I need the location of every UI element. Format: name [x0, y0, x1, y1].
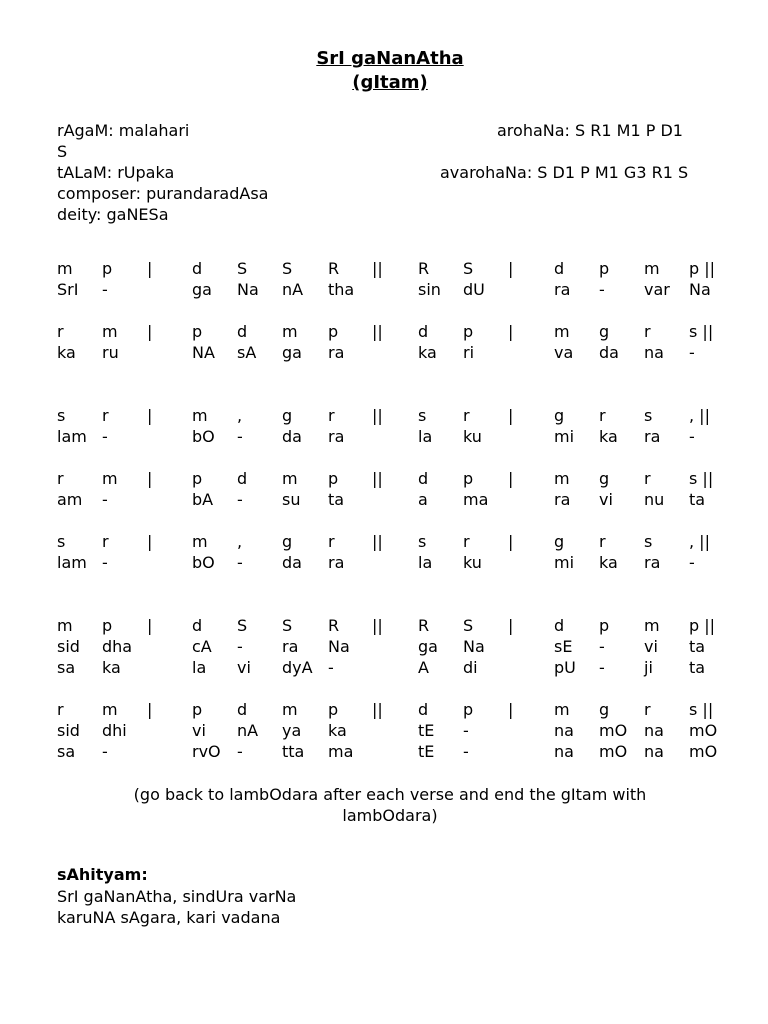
sahityam-line-2: karuNA sAgara, kari vadana [57, 908, 281, 927]
notation-cell: d [237, 700, 248, 719]
notation-cell: ji [644, 658, 653, 677]
notation-cell: NA [192, 343, 215, 362]
notation-cell: SrI [57, 280, 79, 299]
notation-cell: Na [689, 280, 711, 299]
notation-cell: m [57, 616, 73, 635]
notation-cell: da [282, 427, 302, 446]
notation-cell: bA [192, 490, 214, 509]
notation-cell: Na [237, 280, 259, 299]
notation-cell: | [147, 322, 153, 341]
notation-cell: Na [463, 637, 485, 656]
notation-cell: - [599, 658, 605, 677]
notation-cell: r [57, 469, 64, 488]
notation-cell: vi [237, 658, 251, 677]
notation-cell: S [463, 616, 474, 635]
notation-cell: S [282, 616, 293, 635]
notation-cell: ka [599, 553, 618, 572]
instruction-line-2: lambOdara) [342, 806, 438, 825]
notation-cell: d [418, 469, 429, 488]
notation-cell: ta [689, 658, 706, 677]
notation-cell: la [192, 658, 207, 677]
notation-cell: - [599, 280, 605, 299]
notation-cell: s [644, 532, 653, 551]
notation-cell: R [328, 616, 340, 635]
notation-cell: lam [57, 553, 87, 572]
notation-cell: pU [554, 658, 576, 677]
ragam-label: rAgaM: malahari [57, 121, 190, 140]
notation-cell: mO [689, 742, 718, 761]
notation-cell: d [418, 700, 429, 719]
notation-cell: mO [689, 721, 718, 740]
notation-cell: ta [328, 490, 345, 509]
notation-cell: sid [57, 637, 80, 656]
notation-cell: am [57, 490, 83, 509]
notation-cell: p [192, 700, 203, 719]
notation-cell: na [554, 721, 574, 740]
notation-cell: p [102, 616, 113, 635]
notation-cell: - [689, 343, 695, 362]
notation-cell: | [147, 700, 153, 719]
arohana-label: arohaNa: S R1 M1 P D1 [497, 121, 683, 140]
notation-cell: tE [418, 721, 435, 740]
notation-cell: sE [554, 637, 573, 656]
notation-cell: r [57, 322, 64, 341]
notation-cell: bO [192, 553, 215, 572]
notation-cell: | [147, 406, 153, 425]
notation-cell: p [328, 469, 339, 488]
notation-cell: ta [689, 637, 706, 656]
notation-cell: - [599, 637, 605, 656]
notation-cell: - [328, 658, 334, 677]
avarohana-label: avarohaNa: S D1 P M1 G3 R1 S [440, 163, 689, 182]
notation-cell: m [554, 700, 570, 719]
notation-cell: sa [57, 742, 76, 761]
notation-cell: tE [418, 742, 435, 761]
notation-cell: p [102, 259, 113, 278]
notation-cell: m [282, 322, 298, 341]
sahityam-heading: sAhityam: [57, 865, 148, 884]
notation-cell: p [599, 259, 610, 278]
notation-cell: s [57, 406, 66, 425]
notation-cell: | [508, 469, 514, 488]
notation-cell: r [57, 700, 64, 719]
notation-cell: d [237, 469, 248, 488]
deity-label: deity: gaNESa [57, 205, 169, 224]
notation-cell: | [147, 469, 153, 488]
notation-cell: na [644, 343, 664, 362]
notation-cell: ga [282, 343, 302, 362]
notation-cell: r [102, 532, 109, 551]
notation-cell: s [57, 532, 66, 551]
notation-cell: g [282, 406, 293, 425]
notation-cell: ku [463, 553, 482, 572]
notation-cell: dhi [102, 721, 127, 740]
notation-cell: m [102, 469, 118, 488]
notation-cell: ka [102, 658, 121, 677]
page-title: SrI gaNanAtha [316, 48, 464, 69]
notation-cell: va [554, 343, 574, 362]
notation-cell: m [554, 469, 570, 488]
notation-cell: || [372, 616, 383, 635]
notation-cell: g [599, 700, 610, 719]
notation-cell: di [463, 658, 478, 677]
notation-cell: | [508, 322, 514, 341]
notation-cell: ra [554, 280, 571, 299]
notation-cell: | [147, 259, 153, 278]
notation-cell: r [599, 406, 606, 425]
notation-cell: m [282, 700, 298, 719]
notation-cell: sA [237, 343, 257, 362]
notation-cell: ra [644, 553, 661, 572]
notation-cell: s || [689, 700, 714, 719]
notation-cell: - [102, 490, 108, 509]
notation-cell: r [463, 406, 470, 425]
notation-cell: - [102, 742, 108, 761]
notation-cell: | [147, 616, 153, 635]
notation-cell: s [418, 406, 427, 425]
notation-cell: ra [554, 490, 571, 509]
instruction-note [100, 784, 680, 826]
notation-cell: dU [463, 280, 485, 299]
notation-cell: mO [599, 721, 628, 740]
notation-cell: , || [689, 406, 710, 425]
notation-cell: vi [192, 721, 206, 740]
notation-cell: S [237, 616, 248, 635]
notation-cell: r [328, 406, 335, 425]
notation-cell: m [192, 406, 208, 425]
notation-cell: la [418, 427, 433, 446]
notation-cell: ra [282, 637, 299, 656]
notation-cell: - [689, 553, 695, 572]
notation-cell: dha [102, 637, 133, 656]
notation-cell: ru [102, 343, 119, 362]
notation-cell: - [237, 742, 243, 761]
page-subtitle: (gItam) [352, 72, 428, 93]
notation-cell: ga [192, 280, 212, 299]
notation-cell: su [282, 490, 301, 509]
notation-cell: p [192, 322, 203, 341]
notation-cell: lam [57, 427, 87, 446]
notation-cell: p [328, 322, 339, 341]
notation-cell: cA [192, 637, 212, 656]
notation-cell: a [418, 490, 428, 509]
notation-cell: g [599, 322, 610, 341]
notation-cell: d [554, 616, 565, 635]
notation-cell: ka [57, 343, 76, 362]
notation-cell: na [644, 742, 664, 761]
notation-cell: rvO [192, 742, 221, 761]
sahityam-line-1: SrI gaNanAtha, sindUra varNa [57, 887, 297, 906]
notation-cell: | [508, 532, 514, 551]
notation-cell: || [372, 700, 383, 719]
notation-cell: sin [418, 280, 441, 299]
notation-cell: ka [328, 721, 347, 740]
notation-cell: p || [689, 259, 716, 278]
notation-cell: - [102, 280, 108, 299]
notation-cell: ta [689, 490, 706, 509]
notation-cell: ku [463, 427, 482, 446]
notation-cell: || [372, 322, 383, 341]
notation-cell: ri [463, 343, 475, 362]
notation-cell: var [644, 280, 670, 299]
notation-cell: tha [328, 280, 355, 299]
notation-cell: ya [282, 721, 302, 740]
notation-cell: m [554, 322, 570, 341]
notation-cell: r [102, 406, 109, 425]
notation-cell: ra [644, 427, 661, 446]
notation-cell: - [237, 553, 243, 572]
notation-cell: m [57, 259, 73, 278]
notation-cell: g [599, 469, 610, 488]
notation-cell: ra [328, 343, 345, 362]
notation-cell: || [372, 406, 383, 425]
notation-cell: g [554, 532, 565, 551]
notation-cell: ra [328, 553, 345, 572]
notation-cell: p [192, 469, 203, 488]
notation-cell: - [463, 742, 469, 761]
notation-cell: d [237, 322, 248, 341]
notation-cell: da [599, 343, 619, 362]
notation-cell: sid [57, 721, 80, 740]
notation-cell: ma [328, 742, 354, 761]
notation-cell: - [689, 427, 695, 446]
notation-cell: || [372, 532, 383, 551]
notation-cell: S [282, 259, 293, 278]
notation-cell: Na [328, 637, 350, 656]
notation-cell: R [418, 616, 430, 635]
notation-cell: | [508, 616, 514, 635]
notation-cell: p [599, 616, 610, 635]
instruction-line-1: (go back to lambOdara after each verse and end the gItam with [133, 785, 647, 804]
notation-cell: m [644, 616, 660, 635]
notation-cell: m [102, 322, 118, 341]
notation-cell: vi [599, 490, 613, 509]
notation-cell: bO [192, 427, 215, 446]
notation-cell: na [644, 721, 664, 740]
notation-cell: , [237, 406, 243, 425]
notation-cell: d [554, 259, 565, 278]
notation-cell: | [508, 700, 514, 719]
notation-cell: || [372, 259, 383, 278]
notation-cell: R [328, 259, 340, 278]
talam-label: tALaM: rUpaka [57, 163, 175, 182]
notation-cell: mi [554, 427, 575, 446]
notation-cell: - [237, 427, 243, 446]
notation-cell: s || [689, 322, 714, 341]
notation-cell: - [463, 721, 469, 740]
notation-cell: p [463, 700, 474, 719]
notation-cell: | [147, 532, 153, 551]
notation-cell: dyA [282, 658, 313, 677]
notation-cell: S [463, 259, 474, 278]
notation-cell: p [463, 469, 474, 488]
notation-cell: d [192, 259, 203, 278]
notation-cell: - [102, 427, 108, 446]
notation-cell: s || [689, 469, 714, 488]
notation-cell: m [102, 700, 118, 719]
notation-cell: | [508, 259, 514, 278]
notation-cell: ga [418, 637, 438, 656]
notation-cell: s [418, 532, 427, 551]
notation-cell: g [554, 406, 565, 425]
composer-label: composer: purandaradAsa [57, 184, 269, 203]
notation-cell: na [554, 742, 574, 761]
arohana-wrap: S [57, 142, 68, 161]
notation-cell: r [644, 322, 651, 341]
notation-cell: ra [328, 427, 345, 446]
notation-cell: r [599, 532, 606, 551]
notation-cell: r [463, 532, 470, 551]
notation-cell: nu [644, 490, 665, 509]
notation-cell: ka [599, 427, 618, 446]
notation-cell: S [237, 259, 248, 278]
notation-cell: , || [689, 532, 710, 551]
notation-cell: p || [689, 616, 716, 635]
notation-cell: g [282, 532, 293, 551]
notation-cell: d [418, 322, 429, 341]
notation-cell: R [418, 259, 430, 278]
notation-cell: - [102, 553, 108, 572]
notation-cell: vi [644, 637, 658, 656]
notation-cell: || [372, 469, 383, 488]
notation-cell: mO [599, 742, 628, 761]
notation-cell: mi [554, 553, 575, 572]
notation-cell: nA [237, 721, 259, 740]
notation-cell: p [463, 322, 474, 341]
notation-cell: sa [57, 658, 76, 677]
notation-cell: p [328, 700, 339, 719]
notation-cell: m [282, 469, 298, 488]
notation-cell: , [237, 532, 243, 551]
notation-cell: ma [463, 490, 489, 509]
notation-cell: tta [282, 742, 305, 761]
notation-cell: A [418, 658, 429, 677]
notation-cell: la [418, 553, 433, 572]
notation-cell: nA [282, 280, 304, 299]
notation-cell: ka [418, 343, 437, 362]
notation-cell: d [192, 616, 203, 635]
notation-cell: - [237, 637, 243, 656]
notation-cell: da [282, 553, 302, 572]
notation-cell: m [192, 532, 208, 551]
notation-cell: r [644, 700, 651, 719]
notation-cell: | [508, 406, 514, 425]
notation-cell: r [644, 469, 651, 488]
notation-cell: - [237, 490, 243, 509]
notation-cell: s [644, 406, 653, 425]
notation-cell: m [644, 259, 660, 278]
notation-cell: r [328, 532, 335, 551]
